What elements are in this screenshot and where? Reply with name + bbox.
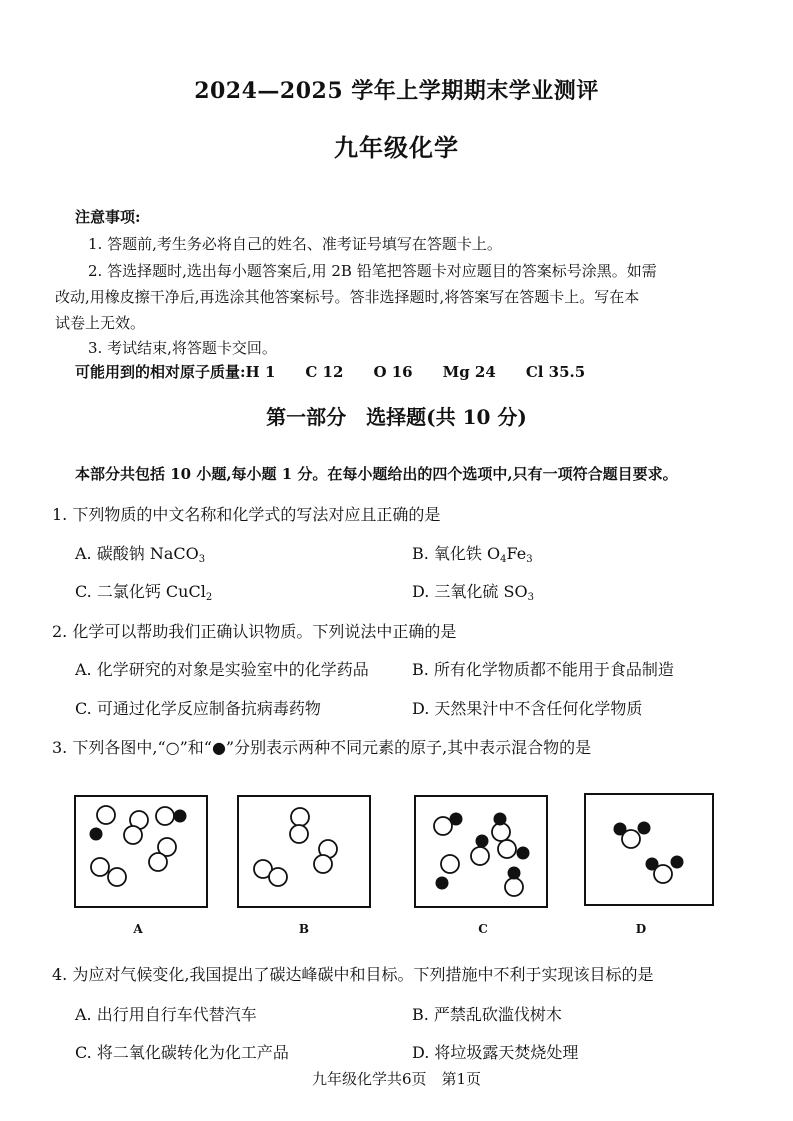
q3-diagram-a-atoms xyxy=(76,797,206,906)
q3-label-d: D xyxy=(635,922,647,936)
notice-heading: 注意事项: xyxy=(75,208,141,226)
black-atom xyxy=(614,823,627,836)
atomic-mass-o: O 16 xyxy=(373,363,413,381)
page-footer: 九年级化学共6页 第1页 xyxy=(311,1070,482,1088)
q4-option-d: D. 将垃圾露天焚烧处理 xyxy=(412,1043,579,1062)
atomic-mass-label: 可能用到的相对原子质量: xyxy=(75,363,246,381)
atomic-mass-h: H 1 xyxy=(245,363,276,381)
notice-item-1: 1. 答题前,考生务必将自己的姓名、准考证号填写在答题卡上。 xyxy=(88,235,502,253)
q4-option-a: A. 出行用自行车代替汽车 xyxy=(75,1005,257,1024)
black-atom xyxy=(90,828,103,841)
q3-diagram-c-atoms xyxy=(416,797,546,906)
q3-diagram-d xyxy=(584,793,714,906)
q4-option-b: B. 严禁乱砍滥伐树木 xyxy=(412,1005,562,1024)
black-atom xyxy=(508,867,521,880)
q3-diagram-b-atoms xyxy=(239,797,369,906)
q4-stem: 4. 为应对气候变化,我国提出了碳达峰碳中和目标。下列措施中不利于实现该目标的是 xyxy=(52,965,654,984)
white-atom xyxy=(434,817,452,835)
q1-option-d: D. 三氧化硫 $SO_3$ xyxy=(412,582,534,603)
q2-stem: 2. 化学可以帮助我们正确认识物质。下列说法中正确的是 xyxy=(52,622,457,641)
white-atom xyxy=(441,855,459,873)
section-1-title: 第一部分 选择题(共 10 分) xyxy=(266,405,527,429)
q4-option-c: C. 将二氧化碳转化为化工产品 xyxy=(75,1043,289,1062)
q3-label-a: A xyxy=(133,922,143,936)
black-atom xyxy=(638,822,651,835)
black-atom xyxy=(646,858,659,871)
white-atom xyxy=(97,806,115,824)
white-atom xyxy=(290,825,308,843)
white-atom xyxy=(91,858,109,876)
q1-option-c: C. 二氯化钙 CuCl$_2$ xyxy=(75,582,213,603)
white-atom xyxy=(149,853,167,871)
q3-diagram-d-atoms xyxy=(586,795,712,904)
white-atom xyxy=(291,808,309,826)
white-atom xyxy=(505,878,523,896)
black-atom xyxy=(436,877,449,890)
q3-diagram-b xyxy=(237,795,371,908)
atomic-mass-line xyxy=(75,361,615,382)
q3-diagram-c xyxy=(414,795,548,908)
white-atom xyxy=(156,807,174,825)
atomic-mass-mg: Mg 24 xyxy=(442,363,496,381)
q2-option-c: C. 可通过化学反应制备抗病毒药物 xyxy=(75,699,321,718)
black-atom xyxy=(174,810,187,823)
section-1-instructions: 本部分共包括 10 小题,每小题 1 分。在每小题给出的四个选项中,只有一项符合题目要求。 xyxy=(75,465,678,483)
q1-stem: 1. 下列物质的中文名称和化学式的写法对应且正确的是 xyxy=(52,505,441,524)
black-atom xyxy=(450,813,463,826)
q3-stem: 3. 下列各图中,“○”和“●”分别表示两种不同元素的原子,其中表示混合物的是 xyxy=(52,738,592,757)
notice-item-3: 3. 考试结束,将答题卡交回。 xyxy=(88,339,277,357)
exam-title: 2024—2025 学年上学期期末学业测评 xyxy=(194,78,599,104)
atomic-mass-c: C 12 xyxy=(305,363,344,381)
black-atom xyxy=(671,856,684,869)
exam-subtitle: 九年级化学 xyxy=(334,133,459,162)
q2-option-d: D. 天然果汁中不含任何化学物质 xyxy=(412,699,643,718)
white-atom xyxy=(471,847,489,865)
q2-option-b: B. 所有化学物质都不能用于食品制造 xyxy=(412,660,674,679)
white-atom xyxy=(269,868,287,886)
black-atom xyxy=(494,813,507,826)
q3-label-c: C xyxy=(478,922,488,936)
notice-item-2-line-1: 2. 答选择题时,选出每小题答案后,用 2B 铅笔把答题卡对应题目的答案标号涂黑。如需 xyxy=(88,262,657,280)
atomic-mass-cl: Cl 35.5 xyxy=(525,363,586,381)
black-atom xyxy=(517,847,530,860)
notice-item-2-line-3: 试卷上无效。 xyxy=(55,314,146,332)
white-atom xyxy=(492,823,510,841)
q2-option-a: A. 化学研究的对象是实验室中的化学药品 xyxy=(75,660,369,679)
q1-option-a: A. 碳酸钠 NaCO$_3$ xyxy=(75,544,206,565)
q1-option-b: B. 氧化铁 $O_4Fe_3$ xyxy=(412,544,533,565)
q3-label-b: B xyxy=(298,922,310,936)
notice-item-2-line-2: 改动,用橡皮擦干净后,再选涂其他答案标号。答非选择题时,将答案写在答题卡上。写在本 xyxy=(55,288,640,306)
white-atom xyxy=(124,826,142,844)
white-atom xyxy=(498,840,516,858)
white-atom xyxy=(108,868,126,886)
white-atom xyxy=(314,855,332,873)
black-atom xyxy=(476,835,489,848)
q3-diagram-a xyxy=(74,795,208,908)
